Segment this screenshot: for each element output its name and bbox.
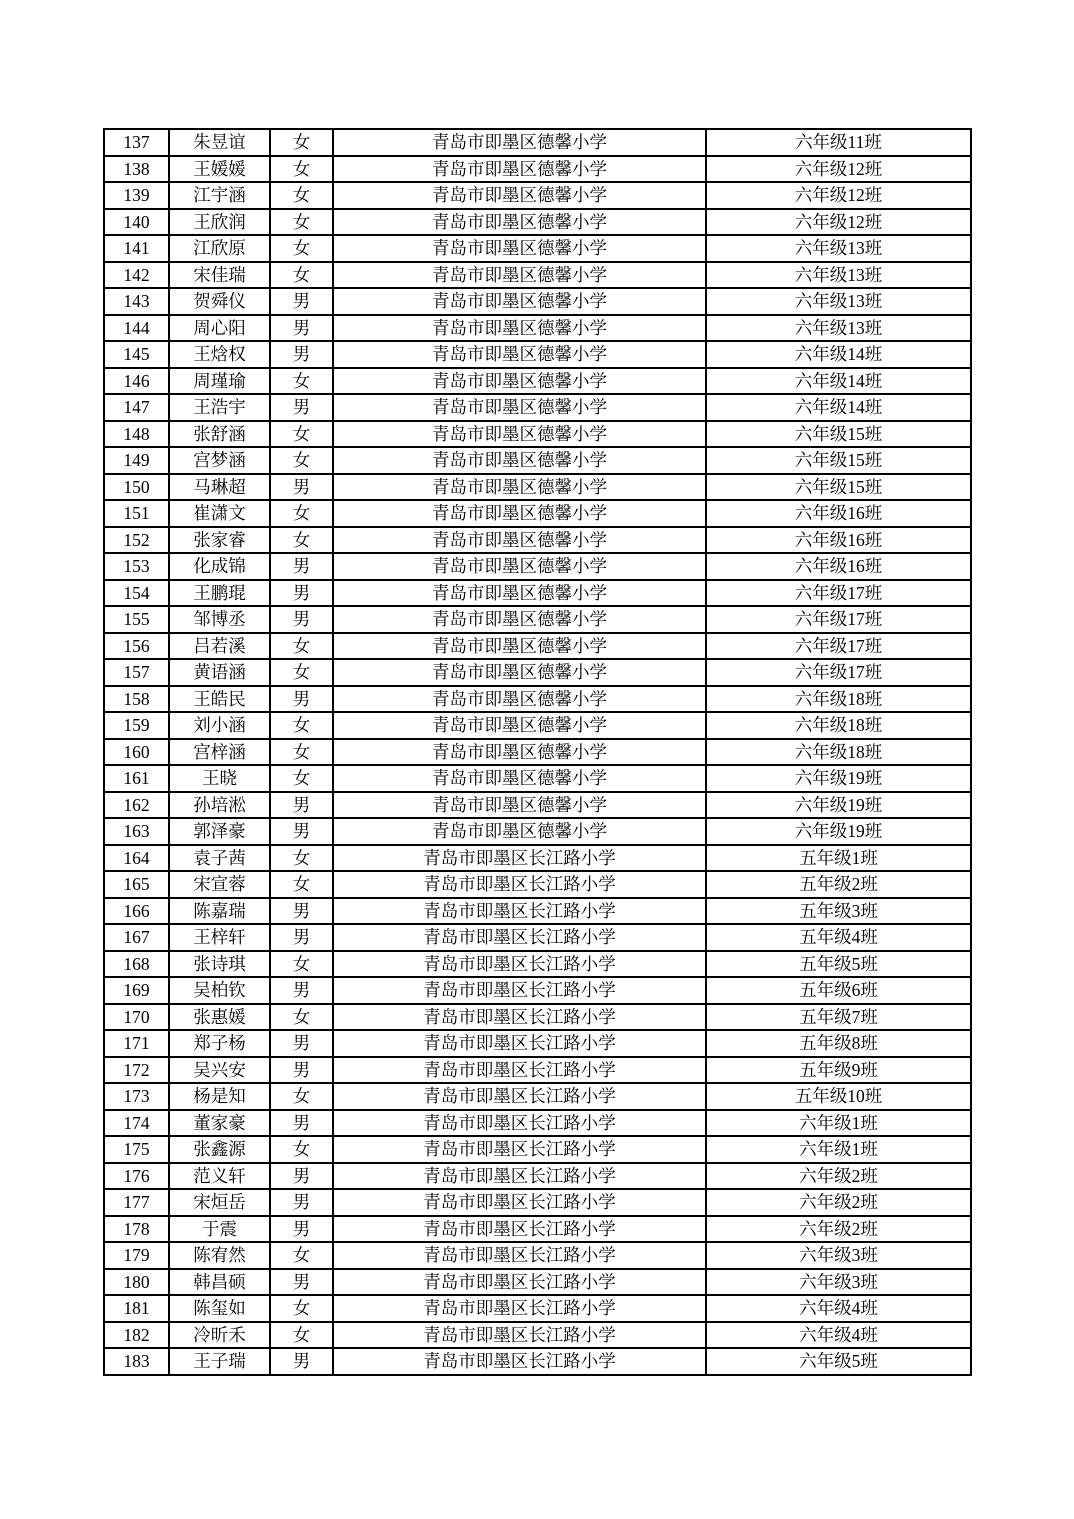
table-cell-number: 137: [104, 129, 169, 156]
table-cell-class: 六年级13班: [706, 315, 971, 342]
table-cell-gender: 女: [270, 739, 333, 766]
table-cell-gender: 女: [270, 765, 333, 792]
table-cell-school: 青岛市即墨区长江路小学: [333, 1216, 706, 1243]
table-row: [104, 421, 971, 448]
table-cell-name: 江欣原: [169, 235, 270, 262]
table-row: [104, 818, 971, 845]
table-cell-school: 青岛市即墨区德馨小学: [333, 262, 706, 289]
table-cell-gender: 男: [270, 606, 333, 633]
table-cell-school: 青岛市即墨区长江路小学: [333, 1163, 706, 1190]
table-cell-gender: 女: [270, 209, 333, 236]
table-cell-number: 166: [104, 898, 169, 925]
table-cell-class: 五年级2班: [706, 871, 971, 898]
table-cell-class: 六年级13班: [706, 288, 971, 315]
table-cell-gender: 男: [270, 924, 333, 951]
table-cell-number: 176: [104, 1163, 169, 1190]
table-cell-school: 青岛市即墨区长江路小学: [333, 1004, 706, 1031]
table-cell-gender: 女: [270, 447, 333, 474]
table-cell-name: 周瑾瑜: [169, 368, 270, 395]
table-row: [104, 712, 971, 739]
table-cell-gender: 男: [270, 1163, 333, 1190]
table-row: [104, 845, 971, 872]
table-cell-number: 167: [104, 924, 169, 951]
table-row: [104, 1163, 971, 1190]
table-cell-class: 六年级5班: [706, 1348, 971, 1375]
table-cell-number: 182: [104, 1322, 169, 1349]
table-cell-name: 郭泽豪: [169, 818, 270, 845]
table-cell-name: 孙培淞: [169, 792, 270, 819]
table-cell-name: 马琳超: [169, 474, 270, 501]
table-cell-gender: 男: [270, 1189, 333, 1216]
table-cell-number: 146: [104, 368, 169, 395]
table-row: [104, 368, 971, 395]
table-cell-gender: 女: [270, 262, 333, 289]
table-row: [104, 341, 971, 368]
table-cell-gender: 男: [270, 1348, 333, 1375]
table-cell-number: 164: [104, 845, 169, 872]
table-cell-school: 青岛市即墨区长江路小学: [333, 845, 706, 872]
table-cell-class: 六年级12班: [706, 182, 971, 209]
table-row: [104, 500, 971, 527]
table-cell-gender: 女: [270, 421, 333, 448]
table-cell-school: 青岛市即墨区德馨小学: [333, 315, 706, 342]
table-cell-school: 青岛市即墨区长江路小学: [333, 1189, 706, 1216]
table-cell-gender: 男: [270, 898, 333, 925]
table-cell-class: 六年级16班: [706, 500, 971, 527]
table-row: [104, 606, 971, 633]
table-cell-gender: 男: [270, 1057, 333, 1084]
table-cell-class: 六年级1班: [706, 1110, 971, 1137]
table-cell-name: 刘小涵: [169, 712, 270, 739]
table-cell-name: 韩昌硕: [169, 1269, 270, 1296]
table-cell-school: 青岛市即墨区德馨小学: [333, 633, 706, 660]
table-cell-name: 范义轩: [169, 1163, 270, 1190]
table-cell-number: 154: [104, 580, 169, 607]
table-row: [104, 1269, 971, 1296]
table-cell-number: 147: [104, 394, 169, 421]
table-cell-number: 172: [104, 1057, 169, 1084]
table-cell-class: 五年级7班: [706, 1004, 971, 1031]
table-cell-class: 六年级15班: [706, 474, 971, 501]
table-cell-name: 崔潇文: [169, 500, 270, 527]
table-row: [104, 553, 971, 580]
table-cell-number: 180: [104, 1269, 169, 1296]
table-cell-name: 张诗琪: [169, 951, 270, 978]
table-cell-number: 170: [104, 1004, 169, 1031]
table-row: [104, 686, 971, 713]
table-cell-name: 王晓: [169, 765, 270, 792]
table-row: [104, 235, 971, 262]
table-cell-name: 冷昕禾: [169, 1322, 270, 1349]
table-cell-gender: 男: [270, 818, 333, 845]
table-row: [104, 262, 971, 289]
table-cell-class: 六年级16班: [706, 527, 971, 554]
table-cell-name: 黄语涵: [169, 659, 270, 686]
table-cell-number: 152: [104, 527, 169, 554]
table-cell-gender: 女: [270, 712, 333, 739]
table-cell-school: 青岛市即墨区长江路小学: [333, 898, 706, 925]
table-cell-class: 五年级6班: [706, 977, 971, 1004]
table-cell-name: 杨是知: [169, 1083, 270, 1110]
table-cell-name: 张家睿: [169, 527, 270, 554]
table-cell-gender: 男: [270, 792, 333, 819]
table-cell-school: 青岛市即墨区德馨小学: [333, 447, 706, 474]
table-cell-number: 156: [104, 633, 169, 660]
table-cell-class: 六年级17班: [706, 633, 971, 660]
table-cell-number: 138: [104, 156, 169, 183]
table-cell-school: 青岛市即墨区长江路小学: [333, 1269, 706, 1296]
table-row: [104, 580, 971, 607]
table-cell-gender: 女: [270, 527, 333, 554]
table-cell-school: 青岛市即墨区德馨小学: [333, 182, 706, 209]
table-cell-class: 五年级3班: [706, 898, 971, 925]
table-cell-gender: 女: [270, 1136, 333, 1163]
table-cell-name: 王焓权: [169, 341, 270, 368]
table-cell-name: 吴柏钦: [169, 977, 270, 1004]
table-cell-number: 145: [104, 341, 169, 368]
table-row: [104, 1083, 971, 1110]
table-cell-name: 江宇涵: [169, 182, 270, 209]
table-cell-school: 青岛市即墨区长江路小学: [333, 1322, 706, 1349]
table-cell-name: 王梓轩: [169, 924, 270, 951]
table-cell-name: 宫梦涵: [169, 447, 270, 474]
table-cell-class: 六年级19班: [706, 765, 971, 792]
table-cell-gender: 女: [270, 633, 333, 660]
table-cell-gender: 女: [270, 845, 333, 872]
table-cell-gender: 女: [270, 1322, 333, 1349]
table-cell-name: 袁子茜: [169, 845, 270, 872]
table-cell-name: 董家豪: [169, 1110, 270, 1137]
table-cell-gender: 女: [270, 182, 333, 209]
table-cell-gender: 女: [270, 1242, 333, 1269]
table-cell-number: 171: [104, 1030, 169, 1057]
table-row: [104, 765, 971, 792]
table-cell-school: 青岛市即墨区德馨小学: [333, 500, 706, 527]
table-row: [104, 1295, 971, 1322]
table-cell-gender: 女: [270, 1004, 333, 1031]
table-row: [104, 156, 971, 183]
table-cell-number: 142: [104, 262, 169, 289]
table-cell-number: 148: [104, 421, 169, 448]
table-row: [104, 871, 971, 898]
table-row: [104, 977, 971, 1004]
table-cell-name: 朱昱谊: [169, 129, 270, 156]
table-cell-number: 140: [104, 209, 169, 236]
table-cell-gender: 女: [270, 1295, 333, 1322]
table-cell-class: 五年级9班: [706, 1057, 971, 1084]
table-cell-gender: 男: [270, 553, 333, 580]
table-cell-gender: 女: [270, 951, 333, 978]
table-cell-gender: 男: [270, 1269, 333, 1296]
table-cell-gender: 女: [270, 1083, 333, 1110]
table-cell-number: 165: [104, 871, 169, 898]
table-cell-class: 六年级1班: [706, 1136, 971, 1163]
table-cell-class: 五年级4班: [706, 924, 971, 951]
table-cell-name: 王欣润: [169, 209, 270, 236]
table-row: [104, 1136, 971, 1163]
table-cell-class: 六年级4班: [706, 1295, 971, 1322]
table-cell-class: 六年级19班: [706, 818, 971, 845]
table-cell-number: 143: [104, 288, 169, 315]
table-cell-name: 吕若溪: [169, 633, 270, 660]
table-cell-school: 青岛市即墨区长江路小学: [333, 1030, 706, 1057]
table-row: [104, 1348, 971, 1375]
table-row: [104, 209, 971, 236]
table-cell-number: 157: [104, 659, 169, 686]
table-cell-number: 169: [104, 977, 169, 1004]
table-cell-school: 青岛市即墨区德馨小学: [333, 341, 706, 368]
table-cell-class: 六年级13班: [706, 262, 971, 289]
table-cell-school: 青岛市即墨区德馨小学: [333, 818, 706, 845]
table-cell-gender: 女: [270, 500, 333, 527]
table-cell-number: 163: [104, 818, 169, 845]
table-row: [104, 1057, 971, 1084]
table-cell-number: 181: [104, 1295, 169, 1322]
table-cell-class: 六年级14班: [706, 394, 971, 421]
table-row: [104, 924, 971, 951]
table-cell-school: 青岛市即墨区德馨小学: [333, 606, 706, 633]
table-row: [104, 315, 971, 342]
table-row: [104, 129, 971, 156]
table-row: [104, 182, 971, 209]
table-cell-number: 183: [104, 1348, 169, 1375]
table-cell-gender: 女: [270, 659, 333, 686]
table-cell-gender: 女: [270, 871, 333, 898]
table-cell-school: 青岛市即墨区德馨小学: [333, 580, 706, 607]
table-cell-class: 六年级13班: [706, 235, 971, 262]
table-cell-number: 144: [104, 315, 169, 342]
table-cell-number: 178: [104, 1216, 169, 1243]
table-cell-name: 陈嘉瑞: [169, 898, 270, 925]
table-cell-number: 161: [104, 765, 169, 792]
table-cell-number: 153: [104, 553, 169, 580]
table-row: [104, 1030, 971, 1057]
table-cell-name: 宫梓涵: [169, 739, 270, 766]
table-cell-number: 175: [104, 1136, 169, 1163]
table-cell-class: 五年级8班: [706, 1030, 971, 1057]
table-cell-school: 青岛市即墨区德馨小学: [333, 421, 706, 448]
table-cell-gender: 男: [270, 580, 333, 607]
table-cell-number: 149: [104, 447, 169, 474]
table-row: [104, 659, 971, 686]
table-cell-number: 174: [104, 1110, 169, 1137]
table-cell-gender: 男: [270, 1110, 333, 1137]
table-cell-number: 150: [104, 474, 169, 501]
table-row: [104, 1189, 971, 1216]
table-cell-class: 六年级11班: [706, 129, 971, 156]
table-cell-school: 青岛市即墨区长江路小学: [333, 1136, 706, 1163]
table-row: [104, 1110, 971, 1137]
table-cell-class: 六年级18班: [706, 686, 971, 713]
student-roster-sheet: [103, 128, 972, 1376]
table-cell-class: 六年级18班: [706, 739, 971, 766]
table-cell-number: 158: [104, 686, 169, 713]
table-cell-name: 吴兴安: [169, 1057, 270, 1084]
table-cell-class: 五年级5班: [706, 951, 971, 978]
table-cell-class: 六年级2班: [706, 1189, 971, 1216]
table-cell-gender: 男: [270, 1216, 333, 1243]
table-cell-school: 青岛市即墨区长江路小学: [333, 1057, 706, 1084]
table-cell-class: 六年级14班: [706, 341, 971, 368]
table-cell-class: 六年级3班: [706, 1242, 971, 1269]
table-cell-class: 六年级4班: [706, 1322, 971, 1349]
table-cell-number: 160: [104, 739, 169, 766]
table-cell-school: 青岛市即墨区长江路小学: [333, 1295, 706, 1322]
table-cell-class: 六年级2班: [706, 1163, 971, 1190]
table-cell-number: 168: [104, 951, 169, 978]
table-row: [104, 739, 971, 766]
table-cell-number: 179: [104, 1242, 169, 1269]
table-cell-school: 青岛市即墨区长江路小学: [333, 1110, 706, 1137]
table-row: [104, 1322, 971, 1349]
table-cell-number: 141: [104, 235, 169, 262]
table-cell-name: 化成锦: [169, 553, 270, 580]
table-cell-name: 张鑫源: [169, 1136, 270, 1163]
table-cell-school: 青岛市即墨区德馨小学: [333, 368, 706, 395]
table-cell-number: 155: [104, 606, 169, 633]
table-cell-school: 青岛市即墨区长江路小学: [333, 924, 706, 951]
table-cell-school: 青岛市即墨区长江路小学: [333, 1083, 706, 1110]
table-cell-class: 六年级15班: [706, 447, 971, 474]
table-cell-gender: 男: [270, 341, 333, 368]
table-cell-name: 王子瑞: [169, 1348, 270, 1375]
table-cell-gender: 男: [270, 288, 333, 315]
table-cell-gender: 女: [270, 368, 333, 395]
table-cell-gender: 男: [270, 474, 333, 501]
table-cell-school: 青岛市即墨区德馨小学: [333, 156, 706, 183]
table-cell-name: 王鹏琨: [169, 580, 270, 607]
table-cell-school: 青岛市即墨区长江路小学: [333, 951, 706, 978]
table-cell-school: 青岛市即墨区德馨小学: [333, 686, 706, 713]
table-cell-name: 王媛媛: [169, 156, 270, 183]
table-cell-school: 青岛市即墨区德馨小学: [333, 765, 706, 792]
table-cell-class: 六年级15班: [706, 421, 971, 448]
table-cell-number: 177: [104, 1189, 169, 1216]
table-cell-name: 张舒涵: [169, 421, 270, 448]
table-cell-number: 159: [104, 712, 169, 739]
table-cell-school: 青岛市即墨区长江路小学: [333, 1242, 706, 1269]
table-cell-school: 青岛市即墨区长江路小学: [333, 1348, 706, 1375]
table-cell-class: 六年级17班: [706, 580, 971, 607]
table-cell-class: 五年级1班: [706, 845, 971, 872]
table-cell-name: 于震: [169, 1216, 270, 1243]
table-cell-school: 青岛市即墨区德馨小学: [333, 235, 706, 262]
table-cell-gender: 男: [270, 315, 333, 342]
table-cell-class: 六年级17班: [706, 606, 971, 633]
table-row: [104, 288, 971, 315]
table-cell-school: 青岛市即墨区德馨小学: [333, 712, 706, 739]
table-row: [104, 394, 971, 421]
table-cell-gender: 女: [270, 129, 333, 156]
table-cell-school: 青岛市即墨区德馨小学: [333, 739, 706, 766]
table-cell-name: 王浩宇: [169, 394, 270, 421]
table-cell-class: 六年级18班: [706, 712, 971, 739]
table-cell-school: 青岛市即墨区德馨小学: [333, 527, 706, 554]
table-cell-gender: 男: [270, 686, 333, 713]
table-cell-name: 陈玺如: [169, 1295, 270, 1322]
table-cell-number: 173: [104, 1083, 169, 1110]
table-row: [104, 898, 971, 925]
table-row: [104, 633, 971, 660]
table-row: [104, 527, 971, 554]
table-row: [104, 1242, 971, 1269]
table-cell-gender: 女: [270, 235, 333, 262]
table-cell-class: 六年级3班: [706, 1269, 971, 1296]
table-cell-gender: 男: [270, 394, 333, 421]
table-cell-school: 青岛市即墨区德馨小学: [333, 394, 706, 421]
table-cell-name: 王皓民: [169, 686, 270, 713]
table-cell-name: 宋佳瑞: [169, 262, 270, 289]
table-cell-school: 青岛市即墨区德馨小学: [333, 659, 706, 686]
table-row: [104, 474, 971, 501]
table-cell-number: 151: [104, 500, 169, 527]
table-cell-school: 青岛市即墨区德馨小学: [333, 792, 706, 819]
table-cell-name: 陈宥然: [169, 1242, 270, 1269]
table-cell-gender: 男: [270, 977, 333, 1004]
table-cell-number: 139: [104, 182, 169, 209]
table-cell-name: 张惠媛: [169, 1004, 270, 1031]
table-row: [104, 951, 971, 978]
table-cell-gender: 男: [270, 1030, 333, 1057]
table-cell-gender: 女: [270, 156, 333, 183]
table-cell-class: 六年级12班: [706, 209, 971, 236]
table-cell-name: 邹博丞: [169, 606, 270, 633]
table-cell-class: 六年级14班: [706, 368, 971, 395]
table-cell-class: 六年级16班: [706, 553, 971, 580]
table-cell-name: 郑子杨: [169, 1030, 270, 1057]
table-row: [104, 792, 971, 819]
student-table: [103, 128, 972, 1376]
table-row: [104, 447, 971, 474]
table-cell-class: 五年级10班: [706, 1083, 971, 1110]
table-cell-name: 贺舜仪: [169, 288, 270, 315]
table-cell-school: 青岛市即墨区长江路小学: [333, 871, 706, 898]
table-cell-class: 六年级12班: [706, 156, 971, 183]
table-row: [104, 1004, 971, 1031]
table-cell-school: 青岛市即墨区德馨小学: [333, 288, 706, 315]
table-cell-name: 宋烜岳: [169, 1189, 270, 1216]
table-cell-school: 青岛市即墨区德馨小学: [333, 553, 706, 580]
table-cell-school: 青岛市即墨区德馨小学: [333, 129, 706, 156]
table-cell-name: 宋宣蓉: [169, 871, 270, 898]
table-cell-school: 青岛市即墨区德馨小学: [333, 474, 706, 501]
table-cell-class: 六年级17班: [706, 659, 971, 686]
table-cell-class: 六年级19班: [706, 792, 971, 819]
table-cell-school: 青岛市即墨区德馨小学: [333, 209, 706, 236]
student-table-body: [104, 129, 971, 1375]
table-row: [104, 1216, 971, 1243]
table-cell-school: 青岛市即墨区长江路小学: [333, 977, 706, 1004]
table-cell-name: 周心阳: [169, 315, 270, 342]
table-cell-number: 162: [104, 792, 169, 819]
table-cell-class: 六年级2班: [706, 1216, 971, 1243]
